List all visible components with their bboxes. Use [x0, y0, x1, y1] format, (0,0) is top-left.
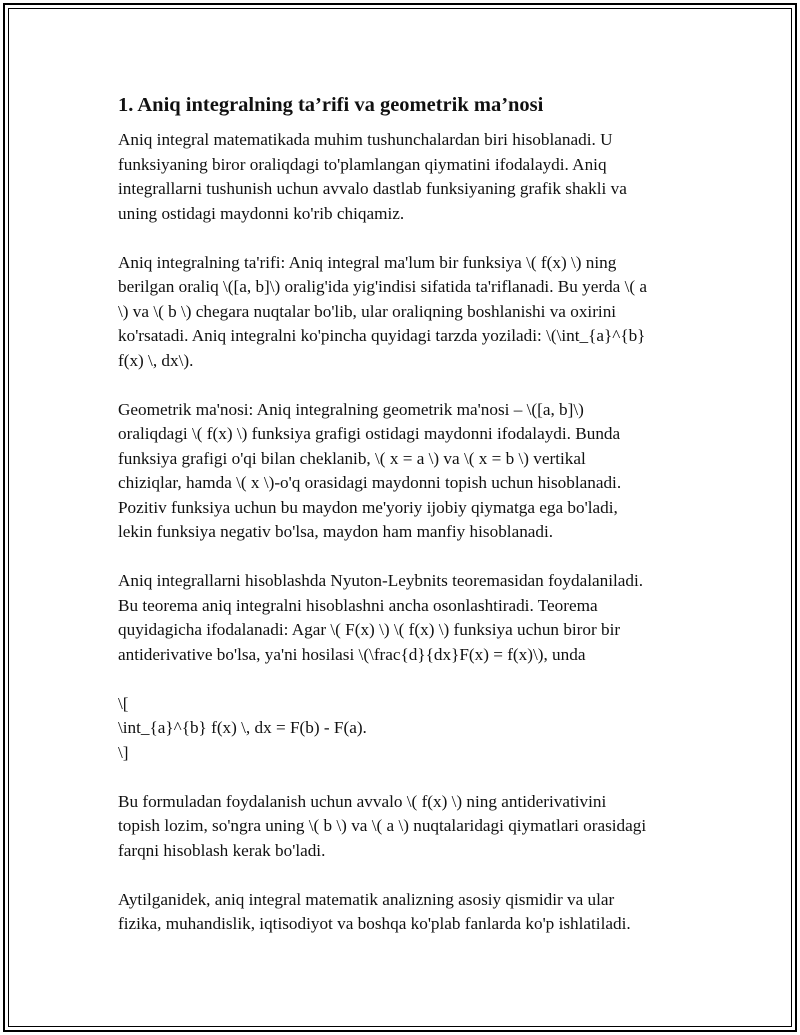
text-line: Pozitiv funksiya uchun bu maydon me'yoriy ijobiy qiymatga ega bo'ladi, [118, 497, 618, 517]
text-line: Bu formuladan foydalanish uchun avvalo \( f(x) \) ning antiderivativini [118, 791, 607, 811]
text-line: Aytilganidek, aniq integral matematik analizning asosiy qismidir va ular [118, 889, 615, 909]
text-line: uning ostidagi maydonni ko'rib chiqamiz. [118, 203, 405, 223]
paragraph-usage [118, 790, 708, 864]
text-line: topish lozim, so'ngra uning \( b \) va \( a \) nuqtalaridagi qiymatlari orasidagi [118, 816, 647, 835]
text-line: integrallarni tushunish uchun avvalo dastlab funksiyaning grafik shakli va [118, 179, 627, 198]
paragraph-definition [118, 251, 708, 374]
formula-line: \[ [118, 693, 129, 713]
paragraph-newton-leibniz [118, 569, 708, 667]
text-line: Aniq integral matematikada muhim tushunchalardan biri hisoblanadi. U [118, 130, 613, 149]
text-line: chiziqlar, hamda \( x \)-o'q orasidagi maydonni topish uchun hisoblanadi. [118, 473, 622, 492]
text-line: Aniq integralning ta'rifi: Aniq integral ma'lum bir funksiya \( f(x) \) ning [118, 252, 617, 272]
text-line: Bu teorema aniq integralni hisoblashni ancha osonlashtiradi. Teorema [118, 595, 598, 615]
text-line: \) va \( b \) chegara nuqtalar bo'lib, ular oraliqning boshlanishi va oxirini [118, 301, 617, 321]
text-line: antiderivative bo'lsa, ya'ni hosilasi \(\frac{d}{dx}F(x) = f(x)\), unda [118, 644, 586, 664]
text-line: funksiya grafigi o'qi bilan cheklanib, \( x = a \) va \( x = b \) vertikal [118, 448, 586, 468]
text-line: fizika, muhandislik, iqtisodiyot va boshqa ko'plab fanlarda ko'p ishlatiladi. [118, 914, 631, 933]
section-heading: 1. Aniq integralning ta’rifi va geometrik ma’nosi [118, 94, 544, 116]
formula-line: \] [118, 742, 129, 762]
paragraph-intro [118, 128, 708, 226]
text-line: oraliqdagi \( f(x) \) funksiya grafigi ostidagi maydonni ifodalaydi. Bunda [118, 424, 621, 443]
formula-line: \int_{a}^{b} f(x) \, dx = F(b) - F(a). [118, 718, 367, 737]
paragraph-conclusion [118, 888, 708, 937]
text-line: Geometrik ma'nosi: Aniq integralning geometrik ma'nosi – \([a, b]\) [118, 399, 584, 419]
text-line: farqni hisoblash kerak bo'ladi. [118, 840, 326, 860]
text-line: funksiyaning biror oraliqdagi to'plamlangan qiymatini ifodalaydi. Aniq [118, 154, 607, 174]
paragraph-geometric-meaning [118, 398, 708, 545]
text-line: berilgan oraliq \([a, b]\) oralig'ida yig'indisi sifatida ta'riflanadi. Bu yerda \( a [118, 277, 648, 296]
text-line: f(x) \, dx\). [118, 350, 194, 370]
display-formula [118, 692, 708, 766]
document-body [118, 92, 708, 961]
text-line: quyidagicha ifodalanadi: Agar \( F(x) \) \( f(x) \) funksiya uchun biror bir [118, 620, 621, 639]
text-line: Aniq integrallarni hisoblashda Nyuton-Leybnits teoremasidan foydalaniladi. [118, 571, 644, 590]
text-line: lekin funksiya negativ bo'lsa, maydon ham manfiy hisoblanadi. [118, 522, 554, 541]
text-line: ko'rsatadi. Aniq integralni ko'pincha quyidagi tarzda yoziladi: \(\int_{a}^{b} [118, 326, 646, 345]
